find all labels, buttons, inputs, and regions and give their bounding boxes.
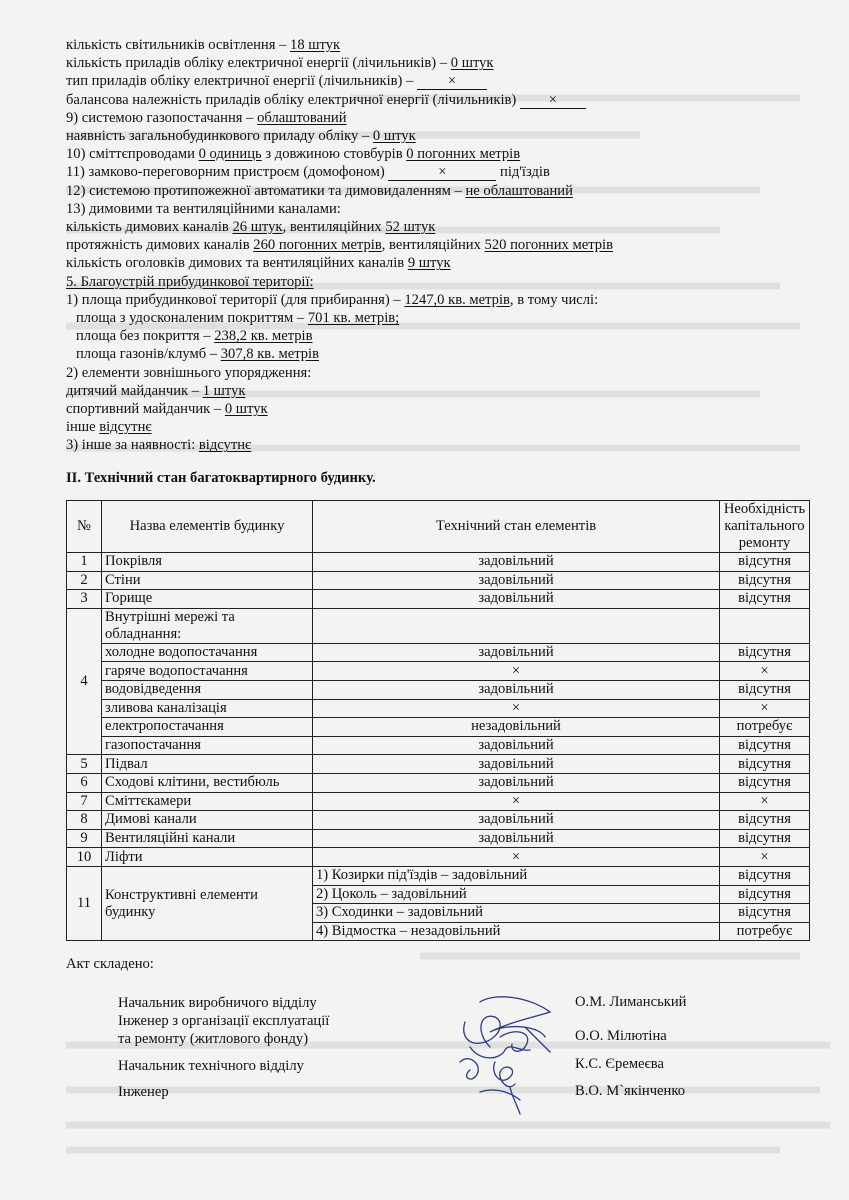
garbage-chute-line: 10) сміттєпроводами 0 одиниць з довжиною стовбурів 0 погонних метрів (66, 146, 521, 163)
table-row: зливова каналізація × × (67, 699, 810, 718)
table-row: водовідведення задовільний відсутня (67, 680, 810, 699)
table-row: 8 Димові канали задовільний відсутня (67, 811, 810, 830)
meter-type-value: × (417, 74, 487, 90)
table-row: 6 Сходові клітини, вестибюль задовільний відсутня (67, 773, 810, 792)
signatory-name-1: О.М. Лиманський (575, 994, 687, 1010)
table-row: електропостачання незадовільний потребує (67, 718, 810, 737)
table-row: 9 Вентиляційні канали задовільний відсутня (67, 829, 810, 848)
act-composed-label: Акт складено: (66, 956, 154, 972)
table-row: 10 Ліфти × × (67, 848, 810, 867)
table-header-row (67, 501, 810, 553)
section-title: ІІ. Технічний стан багатоквартирного будинку. (66, 470, 376, 486)
table-row: 1 Покрівля задовільний відсутня (67, 553, 810, 572)
table-row: 3 Горище задовільний відсутня (67, 590, 810, 609)
gas-supply-value: облаштований (257, 109, 347, 126)
header-capital-repair: Необхідність капітального ремонту (720, 501, 810, 553)
signatory-name-4: В.О. М`якінченко (575, 1083, 685, 1099)
territory-area-line: 1) площа прибудинкової території (для прибирання) – 1247,0 кв. метрів, в тому числі: (66, 291, 599, 308)
other-available-line: 3) інше за наявності: відсутнє (66, 437, 252, 454)
position-production-head: Начальник виробничого відділу (118, 995, 317, 1011)
technical-state-table (66, 500, 810, 941)
intercom-value: × (388, 165, 496, 181)
meter-ownership-value: × (520, 93, 586, 109)
table-row: 4 Внутрішні мережі та обладнання: (67, 608, 810, 643)
header-name: Назва елементів будинку (102, 501, 313, 553)
playground-line: дитячий майданчик – 1 штук (66, 382, 246, 399)
fire-system-value: не облаштований (465, 182, 573, 199)
gas-meter-line: наявність загальнобудинкового приладу обліку – 0 штук (66, 128, 416, 145)
gas-meter-value: 0 штук (372, 128, 416, 145)
signatory-name-2: О.О. Мілютіна (575, 1028, 667, 1044)
meter-type-line: тип приладів обліку електричної енергії (лічильників) – × (66, 72, 806, 90)
header-num: № (67, 501, 102, 553)
lawn-area-line: площа газонів/клумб – 307,8 кв. метрів (76, 346, 320, 363)
table-row: 7 Сміттєкамери × × (67, 792, 810, 811)
channels-count-line: кількість димових каналів 26 штук, вентиляційних 52 штук (66, 219, 436, 236)
table-row: 2 Стіни задовільний відсутня (67, 571, 810, 590)
table-row: 4) Відмостка – незадовільний потребує (67, 922, 810, 941)
table-row: 11 Конструктивні елементи будинку 1) Козирки під'їздів – задовільний відсутня (67, 866, 810, 885)
other-line: інше відсутнє (66, 419, 152, 436)
channel-heads-line: кількість оголовків димових та вентиляційних каналів 9 штук (66, 255, 451, 272)
fire-system-line: 12) системою протипожежної автоматики та димовидаленням – не облаштований (66, 182, 573, 199)
unpaved-area-line: площа без покриття – 238,2 кв. метрів (76, 328, 313, 345)
lighting-count-value: 18 штук (290, 37, 341, 53)
signatory-name-3: К.С. Єремеєва (575, 1056, 664, 1072)
table-row: 5 Підвал задовільний відсутня (67, 755, 810, 774)
document-body (66, 36, 806, 455)
meter-count-line: кількість приладів обліку електричної енергії (лічильників) – 0 штук (66, 55, 494, 72)
table-row: 2) Цоколь – задовільний відсутня (67, 885, 810, 904)
position-maintenance-engineer-cont: та ремонту (житлового фонду) (118, 1031, 309, 1047)
meter-ownership-line: балансова належність приладів обліку електричної енергії (лічильників) × (66, 91, 806, 109)
meter-count-value: 0 штук (450, 55, 494, 72)
position-maintenance-engineer: Інженер з організації експлуатації (118, 1013, 330, 1029)
paved-area-line: площа з удосконаленим покриттям – 701 кв. метрів; (76, 310, 400, 327)
intercom-line: 11) замково-переговорним пристроєм (домофоном) × під'їздів (66, 164, 550, 181)
lighting-count-line: кількість світильників освітлення – 18 штук (66, 37, 341, 53)
position-engineer: Інженер (118, 1084, 169, 1100)
table-row: гаряче водопостачання × × (67, 662, 810, 681)
table-body (67, 553, 810, 941)
position-technical-head: Начальник технічного відділу (118, 1058, 304, 1074)
handwritten-signatures (440, 992, 570, 1117)
sports-ground-line: спортивний майданчик – 0 штук (66, 401, 268, 418)
landscaping-heading: 5. Благоустрій прибудинкової території: (66, 273, 314, 290)
channels-heading: 13) димовими та вентиляційними каналами: (66, 200, 341, 217)
header-state: Технічний стан елементів (313, 501, 720, 553)
external-elements-heading: 2) елементи зовнішнього упорядження: (66, 364, 312, 381)
table-row: 3) Сходинки – задовільний відсутня (67, 904, 810, 923)
table-row: газопостачання задовільний відсутня (67, 736, 810, 755)
table-row: холодне водопостачання задовільний відсутня (67, 643, 810, 662)
gas-supply-line: 9) системою газопостачання – облаштований (66, 109, 347, 126)
channels-length-line: протяжність димових каналів 260 погонних метрів, вентиляційних 520 погонних метрів (66, 237, 613, 254)
